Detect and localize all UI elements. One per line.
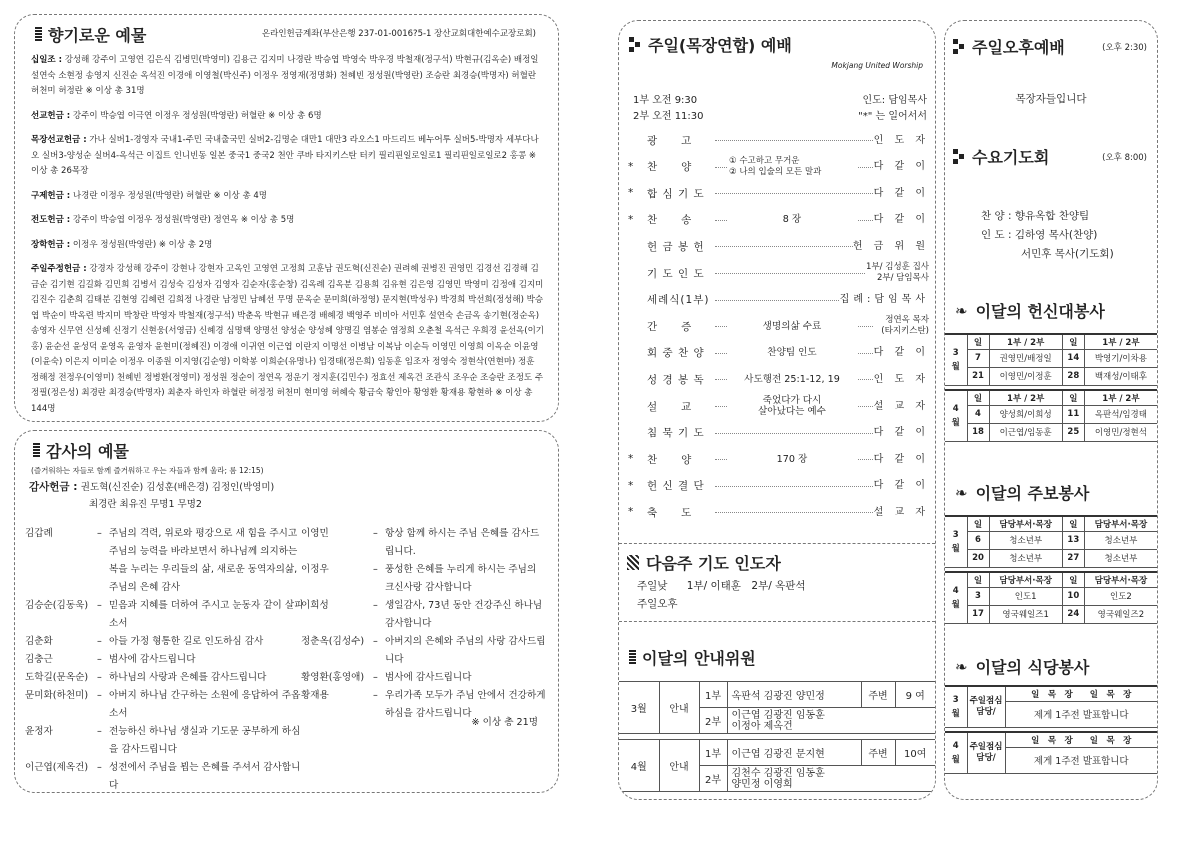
table-cell: 청소년부 (1084, 549, 1157, 567)
order-item-detail: ① 수고하고 무거운 ② 나의 입술의 모든 말과 (727, 156, 857, 178)
dash: – (97, 636, 102, 647)
order-item-leader: 인 도 자 (873, 134, 929, 146)
column-header: 일 (1062, 516, 1084, 531)
column-header: 1부 / 2부 (1084, 390, 1157, 405)
separator (619, 543, 935, 544)
service-leader: 인도: 담임목사 (862, 95, 927, 106)
stand-mark: * (628, 506, 634, 519)
order-item-detail: 찬양팀 인도 (727, 347, 857, 358)
order-item-leader: 다 같 이 (873, 214, 929, 226)
thanks-head-label: 감사헌금 : (29, 481, 78, 493)
thanks-text: 아버지 하나님 간구하는 소원에 응답하여 주옵소서 (109, 690, 301, 719)
bulletin-table (945, 515, 1157, 624)
dash: – (97, 528, 102, 539)
thanks-text: 믿음과 지혜를 더하여 주시고 눈동자 같이 살피소서 (109, 600, 304, 629)
table-cell: 이근엽/임동훈 (989, 423, 1062, 441)
order-item-leader: 1부/ 김성훈 집사 2부/ 담임목사 (866, 262, 929, 283)
month-label: 3 월 (945, 334, 967, 385)
thanks-panel (14, 430, 559, 793)
offering-category: 십일조 : (31, 55, 62, 65)
table-row (945, 549, 1157, 567)
thanks-entry (25, 759, 305, 793)
order-item-name: 침 묵 기 도 (647, 425, 709, 440)
order-item (619, 421, 935, 445)
square-bullet-icon (629, 37, 641, 52)
offering-row (31, 262, 545, 417)
table-cell: 20 (967, 549, 989, 567)
next-week-title: 다음주 기도 인도자 (646, 554, 781, 573)
offerings-list (31, 53, 545, 422)
order-item-name: 찬 양 (647, 159, 696, 174)
table-cell: 백재성/이태후 (1084, 367, 1157, 385)
order-item (619, 474, 935, 498)
table-cell: 이영민/정현석 (1084, 423, 1157, 441)
thanks-name: 정춘옥(김성수) (301, 636, 365, 647)
thanks-name: 김춘화 (25, 636, 53, 647)
kitchen-text: 제게 1주전 발표합니다 (1005, 747, 1157, 773)
table-cell: 청소년부 (989, 549, 1062, 567)
thanks-subtitle: (즐거워하는 자들로 함께 즐거워하고 우는 자들과 함께 울라; 롬 12:15) (31, 466, 264, 475)
offering-names: 강주이 박승엽 이극연 이정우 정성원(박영란) 허혈란 ※ 이상 총 6명 (72, 110, 322, 121)
column-header: 1부 / 2부 (989, 334, 1062, 349)
table-header-row (945, 334, 1157, 349)
thanks-name: 이근엽(제옥건) (25, 762, 89, 773)
kitchen-label: 주일점심 담당/ (967, 732, 1005, 773)
thanks-text: 아버지의 은혜와 주님의 사랑 감사드립니다 (385, 636, 546, 665)
heart-bullet-icon: ❧ (955, 301, 968, 320)
thanks-name: 이영민 (301, 528, 329, 539)
table-cell: 권영민/배정일 (989, 349, 1062, 367)
greeters-title: 이달의 안내위원 (642, 649, 756, 668)
separator (619, 621, 935, 622)
dash: – (97, 654, 102, 665)
order-item-leader: 설 교 자 (873, 506, 929, 518)
next-week-row1-label: 주일낮 (637, 580, 668, 592)
table-cell: 11 (1062, 405, 1084, 423)
table-cell: 이영민/이정훈 (989, 367, 1062, 385)
square-bullet-icon (953, 39, 965, 54)
table-header-row (945, 572, 1157, 587)
dash: – (373, 672, 378, 683)
thanks-entry (25, 669, 305, 687)
offering-names: 가나 실버1-경영자 국내1-주민 국내출국민 실버2-김명순 대만1 대만3 라오스1 마드리드 베누어투 실버5-박명자 세부다나오 실버3-양성순 실버4-옥석근 이집트 인니빈동 일본 중국1 중국2 천안 쿠바 타지키스탄 터키 필리핀일로일로1 필리핀일로일로2 홍콩 ※ 이상 총 26목장 (31, 135, 539, 176)
order-item (619, 261, 935, 285)
order-item-leader: 다 같 이 (873, 480, 929, 492)
month-label: 4 월 (945, 732, 967, 773)
dash: – (373, 600, 378, 611)
right-panel (944, 20, 1158, 800)
order-item-name: 헌 금 봉 헌 (647, 239, 709, 254)
wednesday-line2: 인 도 : 김하영 목사(찬양) (981, 229, 1098, 241)
thanks-entry (25, 651, 305, 669)
stand-mark: * (628, 187, 634, 200)
table-cell: 청소년부 (989, 531, 1062, 549)
thanks-name: 이희성 (301, 600, 329, 611)
order-item-name: 합 심 기 도 (647, 186, 709, 201)
wednesday-line1: 찬 양 : 향유옥합 찬양팀 (981, 210, 1090, 222)
column-header: 담당부서·목장 (989, 572, 1062, 587)
offering-names: 강성해 강주이 고영연 김은식 김병민(박영미) 김용근 김지미 나경란 박승엽 박영숙 박우경 박철재(정구석) 박현규(김옥순) 배정일 설연숙 소현정 송영지 신진순 옥석진 이경애 이영철(박신주) 이정우 정영재(정명화) 천혜빈 정성원(박영란) 조승란 최경승(박명자) 허혈란 허천미 허정란 ※ 이상 총 31명 (31, 55, 539, 96)
table-row: 2부 이근엽 김광진 임동훈 이정아 제옥건 (619, 708, 935, 734)
thanks-text: 항상 함께 하시는 주님 은혜를 감사드립니다. (385, 528, 540, 557)
table-cell: 3 (967, 587, 989, 605)
order-item-name: 간 증 (647, 319, 696, 334)
column-header: 일 목 장 일 목 장 (1005, 732, 1157, 747)
month-label: 4 월 (945, 390, 967, 441)
table-cell: 청소년부 (1084, 531, 1157, 549)
thanks-text: 범사에 감사드립니다 (109, 654, 196, 665)
dash: – (373, 636, 378, 647)
leader-dots (715, 246, 873, 247)
order-of-worship (619, 128, 935, 528)
thanks-name: 김갑례 (25, 528, 53, 539)
bank-account: 온라인헌금계좌(부산은행 237-01-0016?5-1 장산교회대한예수교장로회) (261, 29, 536, 39)
order-item-detail: 생명의삶 수료 (727, 321, 857, 332)
thanks-text: 성전에서 주님을 뵙는 은혜를 주셔서 감사합니다 (109, 762, 301, 791)
order-item-leader: 다 같 이 (873, 161, 929, 173)
thanks-entry (301, 525, 547, 561)
order-item-detail: 8 장 (727, 214, 857, 225)
heart-bullet-icon: ❧ (955, 657, 968, 676)
greeters-month: 4월 (619, 740, 659, 792)
table-header-row (945, 390, 1157, 405)
thanks-name: 도학길(문옥순) (25, 672, 89, 683)
afternoon-text: 목장자들입니다 (1015, 93, 1087, 105)
order-item (619, 181, 935, 205)
table-row (945, 349, 1157, 367)
column-header: 1부 / 2부 (989, 390, 1062, 405)
offering-row (31, 109, 545, 125)
thanks-name: 김승순(김동욱) (25, 600, 89, 611)
offering-row (31, 238, 545, 254)
order-item (619, 367, 935, 391)
thanks-entry (25, 687, 305, 723)
order-item-name: 광 고 (647, 133, 696, 148)
order-item (619, 314, 935, 338)
kitchen-table (945, 685, 1157, 774)
thanks-title: 감사의 예물 (46, 442, 129, 461)
leader-dots (715, 512, 873, 513)
table-cell: 6 (967, 531, 989, 549)
order-item-name: 찬 송 (647, 212, 696, 227)
service-panel (618, 20, 936, 800)
flowers-grid (945, 333, 1157, 442)
thanks-head-line1: 권도혁(신진순) 김성훈(배은경) 김정인(박영미) (80, 482, 275, 493)
thanks-name: 윤정자 (25, 726, 53, 737)
column-header: 담당부서·목장 (1084, 572, 1157, 587)
leader-dots (715, 193, 873, 194)
square-bullet-icon (953, 149, 965, 164)
greeters-table (619, 681, 935, 792)
table-cell: 7 (967, 349, 989, 367)
wednesday-time: (오후 8:00) (1102, 153, 1147, 163)
order-item (619, 500, 935, 524)
column-header: 일 (1062, 572, 1084, 587)
offering-category: 선교헌금 : (31, 110, 71, 121)
order-item-name: 찬 양 (647, 452, 696, 467)
offering-category: 장학헌금 : (31, 239, 71, 250)
thanks-entry (301, 561, 547, 597)
order-item-name: 축 도 (647, 505, 696, 520)
dash: – (97, 726, 102, 737)
table-cell: 영국웨일즈2 (1084, 605, 1157, 623)
order-item-detail: 사도행전 25:1-12, 19 (727, 374, 857, 385)
offering-names: 강경자 강성해 강주이 강현나 강현자 고옥인 고영연 고정희 고훈남 권도혁(신진순) 권려혜 권병진 권영민 김경선 김경해 김금순 김기현 김길화 김민희 김병서 김성숙 김성자 김영자 김순자(홍순창) 김옥례 김옥분 김용희 김유현 김은영 김영민 박영미 김정애 김지미 김진수 김춘희 김태분 김현영 김혜련 김희정 나경란 남정민 남혜선 무명 문옥순 문미희(하정영) 문지현(박성우) 박경희 박선희(정성해) 박승엽 박순이 박옥련 박지미 박창란 박영자 박철재(정구석) 박춘옥 박현규 배은경 배혜경 백영주 비비아 서민후 설연숙 손금옥 송기현(정순옥) 송영자 신무연 신성혜 신정기 신현웅(서영금) 신혜경 심명택 양명선 양성순 양성혜 양명길 염봉순 염정희 오춘철 옥석근 우희경 윤선옥(이기홍) 윤순선 윤성덕 윤영옥 윤영자 윤현미(정혜진) 이경애 이귀연 이근엽 이란지 이명선 이병남 이복남 이순득 이영민 이영희 이옥순 이윤영(이윤숙) 이은지 이미순 이정우 이종원 이지영(김순영) 이학봉 이희순(유명나) 임경태(정은희) 임동훈 임조자 정영숙 정현삭(연현마) 정훈 정해정 전정우(이영미) 천혜빈 정병환(정영미) 정성원 정순이 정연옥 정운기 정지훈(김민수) 정효선 제옥건 조관식 조우순 조승란 조정도 주정필(정은성) 최경란 최경승(박명자) 최춘자 하인자 하혈란 허정정 허천미 현미영 허혜숙 황금숙 황인아 황영환 황재용 황현하 ※ 이상 총 144명 (31, 264, 544, 414)
dash: – (97, 762, 102, 773)
thanks-name: 황재용 (301, 690, 329, 701)
thanks-entry (25, 723, 305, 759)
column-header: 1부 / 2부 (1084, 334, 1157, 349)
bulletin-grid (945, 515, 1157, 624)
heart-bullet-icon: ❧ (955, 483, 968, 502)
thanks-entry (25, 597, 305, 633)
month-label: 3 월 (945, 516, 967, 567)
order-item (619, 288, 935, 312)
kitchen-text: 제게 1주전 발표합니다 (1005, 701, 1157, 727)
order-item (619, 208, 935, 232)
service-title: 주일(목장연합) 예배 (648, 36, 792, 55)
offering-row (31, 53, 545, 100)
table-cell: 양성희/이희성 (989, 405, 1062, 423)
order-item-name: 성 경 봉 독 (647, 372, 709, 387)
kitchen-grid (945, 685, 1157, 774)
table-row: 2부 김천수 김광진 임동훈 양민정 이영희 (619, 766, 935, 792)
order-item-leader: 설 교 자 (873, 400, 929, 412)
dash: – (97, 600, 102, 611)
column-header: 일 목 장 일 목 장 (1005, 686, 1157, 701)
dash: – (97, 672, 102, 683)
thanks-name: 황영환(홍영애) (301, 672, 365, 683)
thanks-total: ※ 이상 총 21명 (471, 717, 538, 728)
afternoon-time: (오후 2:30) (1102, 43, 1147, 53)
table-cell: 13 (1062, 531, 1084, 549)
table-row (945, 531, 1157, 549)
thanks-text: 아들 가정 형통한 길로 인도하심 감사 (109, 636, 264, 647)
thanks-entry (301, 597, 547, 633)
offering-category: 전도헌금 : (31, 215, 71, 225)
table-row (945, 423, 1157, 441)
greeters-month: 3월 (619, 682, 659, 734)
order-item-leader: 정연옥 목자 (타지키스탄) (881, 315, 929, 337)
bulletin-title: 이달의 주보봉사 (975, 484, 1090, 503)
column-header: 일 (967, 334, 989, 349)
thanks-name: 김충근 (25, 654, 53, 665)
table-cell: 21 (967, 367, 989, 385)
service-time2: 2부 오전 11:30 (633, 111, 704, 122)
thanks-left-list (25, 525, 305, 793)
stand-mark: * (628, 479, 634, 492)
thanks-text: 풍성한 은혜를 누리게 하시는 주님의 크신사랑 감사합니다 (385, 564, 537, 593)
table-cell: 24 (1062, 605, 1084, 623)
flowers-table (945, 333, 1157, 442)
order-item (619, 394, 935, 418)
column-header: 담당부서·목장 (989, 516, 1062, 531)
table-cell: 27 (1062, 549, 1084, 567)
order-item-leader: 인 도 자 (873, 373, 929, 385)
offering-category: 주일주정헌금 : (31, 264, 87, 274)
table-cell: 14 (1062, 349, 1084, 367)
order-item-leader: 헌 금 위 원 (852, 240, 929, 252)
wednesday-title: 수요기도회 (972, 148, 1050, 167)
service-time1: 1부 오전 9:30 (633, 95, 698, 106)
column-header: 일 (1062, 390, 1084, 405)
thanks-name: 문미화(하천미) (25, 690, 89, 701)
table-row (945, 405, 1157, 423)
offering-row (31, 213, 545, 229)
flowers-title: 이달의 헌신대봉사 (975, 302, 1105, 321)
order-item-leader: 다 같 이 (873, 187, 929, 199)
offering-row (31, 133, 545, 180)
service-en-title: Mokjang United Worship (831, 61, 923, 70)
order-item-name: 회 중 찬 양 (647, 345, 709, 360)
table-cell: 인도2 (1084, 587, 1157, 605)
order-item (619, 234, 935, 258)
table-header-row (945, 686, 1157, 701)
table-row (945, 367, 1157, 385)
thanks-right-list (301, 525, 547, 723)
leader-dots (715, 140, 873, 141)
bar-bullet-icon (33, 443, 40, 458)
thanks-entry (301, 633, 547, 669)
order-item (619, 155, 935, 179)
order-item-leader: 다 같 이 (873, 453, 929, 465)
dash: – (373, 528, 378, 539)
table-cell: 17 (967, 605, 989, 623)
table-header-row (945, 732, 1157, 747)
thanks-text: 우리가족 모두가 주님 안에서 건강하게 하심을 감사드립니다 (385, 690, 546, 719)
leader-dots (715, 433, 873, 434)
thanks-text: 전능하신 하나님 생실과 기도문 공부하게 하심을 감사드립니다 (109, 726, 301, 755)
thanks-name: 이정우 (301, 564, 329, 575)
dash: – (373, 564, 378, 575)
table-cell: 인도1 (989, 587, 1062, 605)
thanks-text: 하나님의 사랑과 은혜를 감사드립니다 (109, 672, 267, 683)
stand-mark: * (628, 213, 634, 226)
thanks-text: 생일감사, 73년 동안 건강주신 하나님 감사합니다 (385, 600, 543, 629)
order-item (619, 128, 935, 152)
stand-mark: * (628, 160, 634, 173)
column-header: 담당부서·목장 (1084, 516, 1157, 531)
offering-names: 나경란 이정우 정성원(박영란) 허혈란 ※ 이상 총 4명 (72, 190, 267, 201)
table-cell: 영국웨일즈1 (989, 605, 1062, 623)
table-row: 3월 안내 1부 옥판석 김광진 양민정 주변 9 여 (619, 682, 935, 708)
service-note: "*" 는 일어서서 (858, 111, 927, 122)
order-item-leader: 다 같 이 (873, 427, 929, 439)
hatch-bullet-icon (627, 555, 639, 570)
table-cell: 4 (967, 405, 989, 423)
offerings-title: 향기로운 예물 (48, 26, 147, 45)
table-cell: 박영기/이차용 (1084, 349, 1157, 367)
offerings-panel (14, 14, 559, 422)
offering-category: 목장선교헌금 : (31, 135, 87, 145)
table-cell: 18 (967, 423, 989, 441)
leader-dots (715, 486, 873, 487)
table-row (945, 587, 1157, 605)
table-row (945, 605, 1157, 623)
dash: – (373, 690, 378, 701)
thanks-entry (301, 669, 547, 687)
offering-category: 구제헌금 : (31, 190, 71, 201)
bar-bullet-icon (35, 27, 42, 42)
month-label: 4 월 (945, 572, 967, 623)
column-header: 일 (967, 390, 989, 405)
column-header: 일 (1062, 334, 1084, 349)
next-week-row1-text: 1부/ 이태훈 2부/ 옥판석 (686, 580, 806, 592)
kitchen-label: 주일점심 담당/ (967, 686, 1005, 727)
order-item-leader: 다 같 이 (873, 347, 929, 359)
afternoon-title: 주일오후예배 (972, 38, 1065, 57)
table-cell: 25 (1062, 423, 1084, 441)
offering-names: 강주이 박승엽 이정우 정성원(박영란) 정연옥 ※ 이상 총 5명 (72, 215, 295, 225)
order-item-name: 세례식(1부) (647, 292, 713, 307)
kitchen-title: 이달의 식당봉사 (975, 658, 1090, 677)
order-item-detail: 죽었다가 다시 살아났다는 예수 (727, 395, 857, 417)
order-item-name: 기 도 인 도 (647, 266, 709, 281)
thanks-text: 범사에 감사드립니다 (385, 672, 472, 683)
order-item-detail: 170 장 (727, 454, 857, 465)
column-header: 일 (967, 516, 989, 531)
order-item (619, 341, 935, 365)
order-item-name: 헌 신 결 단 (647, 478, 709, 493)
dash: – (97, 690, 102, 701)
offering-names: 이정우 정성원(박영란) ※ 이상 총 2명 (72, 239, 213, 250)
column-header: 일 (967, 572, 989, 587)
table-cell: 옥판석/임경태 (1084, 405, 1157, 423)
bar-bullet-icon (629, 650, 636, 665)
thanks-entry (25, 633, 305, 651)
thanks-head-line2: 최경란 최유진 무명1 무명2 (89, 499, 202, 510)
leader-dots (715, 273, 873, 274)
table-cell: 10 (1062, 587, 1084, 605)
offering-row (31, 189, 545, 205)
order-item (619, 447, 935, 471)
next-week-row2-label: 주일오후 (637, 598, 678, 610)
table-cell: 28 (1062, 367, 1084, 385)
table-header-row (945, 516, 1157, 531)
table-row: 4월 안내 1부 이근엽 김광진 문지현 주변 10여 (619, 740, 935, 766)
stand-mark: * (628, 453, 634, 466)
order-item-name: 설 교 (647, 399, 696, 414)
wednesday-line3: 서민후 목사(기도회) (1021, 248, 1114, 260)
thanks-entry (25, 525, 305, 597)
month-label: 3 월 (945, 686, 967, 727)
order-item-leader: 집례:담임목사 (839, 294, 929, 306)
thanks-text: 주님의 격력, 위로와 평강으로 새 힘을 주시고 주님의 능력을 바라보면서 하나님께 의지하는 복을 누리는 우리들의 삶, 새로운 동역자의삶, 주님의 은혜 감사 (109, 528, 298, 593)
